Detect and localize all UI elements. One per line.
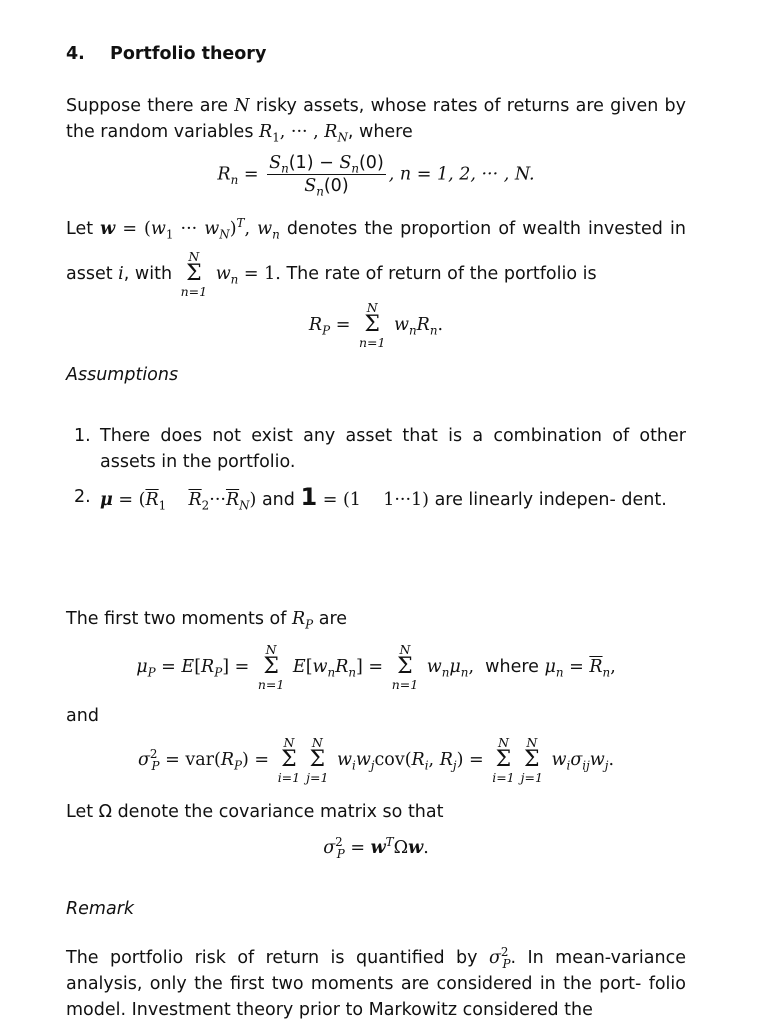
moments-intro-tail: are: [318, 609, 348, 629]
intro-text-3: , where: [347, 122, 413, 142]
assumption-2-and: and: [261, 490, 295, 510]
mean-where: where: [485, 657, 539, 677]
intro-text-1: Suppose there are: [66, 96, 229, 116]
remark-text-2: . In mean-variance analysis, only the first two moments are considered in the port- folio model. Investment theory prior to Markowitz considered the: [66, 948, 686, 1020]
portfolio-return-equation: $R_P$ = N Σ n=1 $w_nR_n$.: [308, 300, 444, 350]
section-heading: [66, 44, 266, 64]
sum-symbol: N Σ n=1: [180, 249, 208, 299]
return-equation-range: , n = 1, 2, ··· , N.: [388, 164, 535, 185]
assumption-1-text: There does not exist any asset that is a combination of other assets in the portfolio.: [100, 426, 686, 472]
moments-intro-text: The first two moments of: [66, 609, 287, 629]
remark-heading: Remark: [66, 899, 135, 919]
moments-intro: The first two moments of $R_P$ are: [66, 609, 348, 632]
assumption-2-label: 2.: [74, 487, 91, 507]
assumption-item-2: 2. $\mu = (\overline{R}_1$ $\overline{R}_2\cdot\cdot\cdot\overline{R}_N$) and 1 = (1 1···1) are linearly indepen- dent.: [74, 483, 667, 513]
assumption-item-1: [74, 423, 686, 475]
weights-text-2: denotes the proportion of wealth invested in asset: [66, 219, 686, 284]
assumptions-heading: Assumptions: [66, 365, 179, 385]
mean-equation: $\mu_P = E[R_P]$ = N Σ n=1 $E[w_nR_n]$ = N Σ n=1 $w_n\mu_n$, where $\mu_n = \overline{R}_n$,: [136, 642, 616, 692]
weights-text-1: Let: [66, 219, 94, 239]
assumption-1-label: 1.: [74, 426, 91, 446]
weights-text-3: , with: [123, 264, 173, 284]
weights-text-4: The rate of return of the portfolio is: [286, 264, 597, 284]
return-fraction: $\frac{S_n(1) - S_n(0)}{S_n(0)}$: [269, 153, 384, 199]
remark-text-1: The portfolio risk of return is quantified by: [66, 948, 478, 968]
return-equation: $R_n$ = $\frac{S_n(1) - S_n(0)}{S_n(0)}$ , n = 1, 2, ··· , N.: [217, 153, 535, 199]
section-title: Portfolio theory: [110, 44, 267, 64]
variance-equation: $\sigma^2_P = var(R_P)$ = N Σ i=1 N Σ j=1 $w_iw_jcov(R_i$, $R_j$) = N Σ i=1 N Σ j=1 $w_i\sigma_{ij}w_j$.: [137, 735, 615, 785]
section-number: 4.: [66, 44, 85, 64]
and-text: and: [66, 706, 99, 726]
intro-text-2: risky assets, whose rates of returns are given by the random variables: [66, 96, 686, 142]
covariance-text: Let Ω denote the covariance matrix so that: [66, 802, 444, 822]
assumption-2-text: are linearly indepen- dent.: [434, 490, 667, 510]
intro-paragraph: Suppose there are N risky assets, whose rates of returns are given by the random variables $R_1$, ··· , $R_N$, where: [66, 96, 686, 145]
weights-paragraph: Let $w = (w_1$ ··· $w_N)^T$, $w_n$ denotes the proportion of wealth invested in asset i, with N Σ n=1 $w_n = 1$. The rate of return of the portfolio is: [66, 216, 686, 299]
remark-paragraph: The portfolio risk of return is quantified by $\sigma^2_P$. In mean-variance analysis, only the first two moments are considered in the port- folio model. Investment theory prior to Markowitz considered the: [66, 945, 686, 1020]
covariance-equation: $\sigma^2_P = w^T\Omega w$.: [323, 835, 429, 861]
